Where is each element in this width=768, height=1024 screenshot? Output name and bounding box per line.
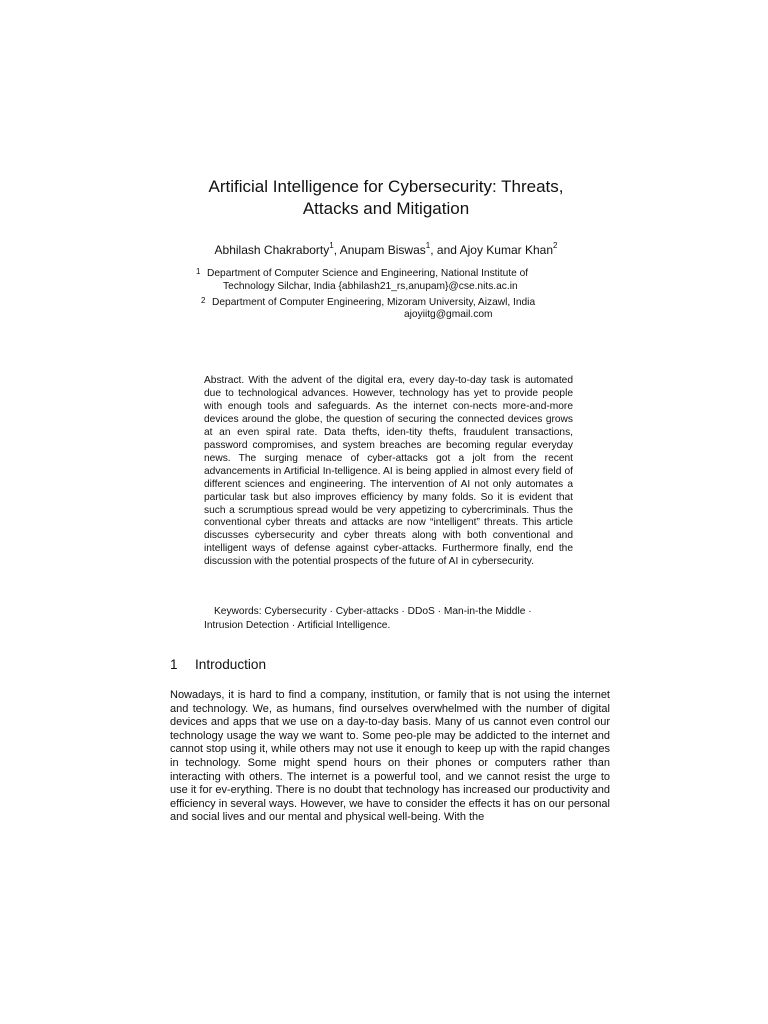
author-list — [160, 242, 612, 258]
title-line-2: Attacks and Mitigation — [302, 199, 470, 218]
author-affiliation-mark: 1 — [329, 241, 334, 250]
author-name: Abhilash Chakraborty — [214, 243, 330, 257]
affiliation-line: Technology Silchar, India {abhilash21_rs,anupam}@cse.nits.ac.in — [223, 281, 518, 292]
author-affiliation-mark: 2 — [553, 241, 558, 250]
affiliation-line: Department of Computer Engineering, Mizoram University, Aizawl, India — [212, 297, 536, 308]
keywords: Keywords: Cybersecurity · Cyber-attacks · DDoS · Man-in-the Middle · Intrusion Detection · Artificial Intelligence. — [204, 606, 532, 631]
affiliation-mark: 1 — [196, 267, 201, 276]
section-number: 1 — [170, 657, 178, 672]
author-separator: , — [333, 243, 340, 257]
paper-title — [150, 176, 622, 220]
affiliation-mark: 2 — [201, 296, 206, 305]
title-line-1: Artificial Intelligence for Cybersecurity: Threats, — [208, 177, 564, 196]
author-affiliation-mark: 1 — [425, 241, 431, 250]
abstract: Abstract. With the advent of the digital era, every day-to-day task is automated due to technological advances. However, technology has yet to provide people with enough tools and safeguards. As the internet con-nects more-and-more devices around the globe, the question of securing the connected devices grows at an even spiral rate. Data thefts, iden-tity thefts, fraudulent transactions, password compromises, and system breaches are becoming regular everyday news. The surging menace of cyber-attacks got a jolt from the recent advancements in Artificial In-telligence. AI is being applied in almost every field of different sciences and engineering. The intervention of AI not only automates a particular task but also improves efficiency by many folds. So it is evident that such a scrumptious spread would be very appetizing to cybercriminals. Thus the conventional cyber threats and attacks are now “intelligent” threats. This article discusses cybersecurity and cyber threats along with both conventional and intelligent ways of defense against cyber-attacks. Furthermore finally, end the discussion with the potential prospects of the future of AI in cybersecurity. — [204, 375, 573, 568]
author-name: Ajoy Kumar Khan — [459, 243, 553, 257]
section-heading — [170, 656, 266, 674]
affiliation-email: ajoyiitg@gmail.com — [404, 309, 493, 320]
introduction-paragraph: Nowadays, it is hard to find a company, institution, or family that is not using the internet and technology. We, as humans, find ourselves overwhelmed with the number of digital devices and apps that we use on a day-to-day basis. Many of us cannot even control our technology usage the way we want to. Some peo-ple may be addicted to the internet and cannot stop using it, while others may not use it enough to keep up with the rapid changes in technology. Some might spend hours on their phones or computers rather than interacting with others. The internet is a powerful tool, and we cannot resist the urge to use it for ev-erything. There is no doubt that technology has increased our productivity and efficiency in several ways. However, we have to consider the effects it has on our personal and social lives and our mental and physical well-being. With the — [170, 689, 610, 824]
section-title: Introduction — [195, 657, 267, 672]
author-separator: , and — [430, 243, 460, 257]
author-name: Anupam Biswas — [339, 243, 426, 257]
affiliation-line: Department of Computer Science and Engineering, National Institute of — [207, 268, 529, 279]
